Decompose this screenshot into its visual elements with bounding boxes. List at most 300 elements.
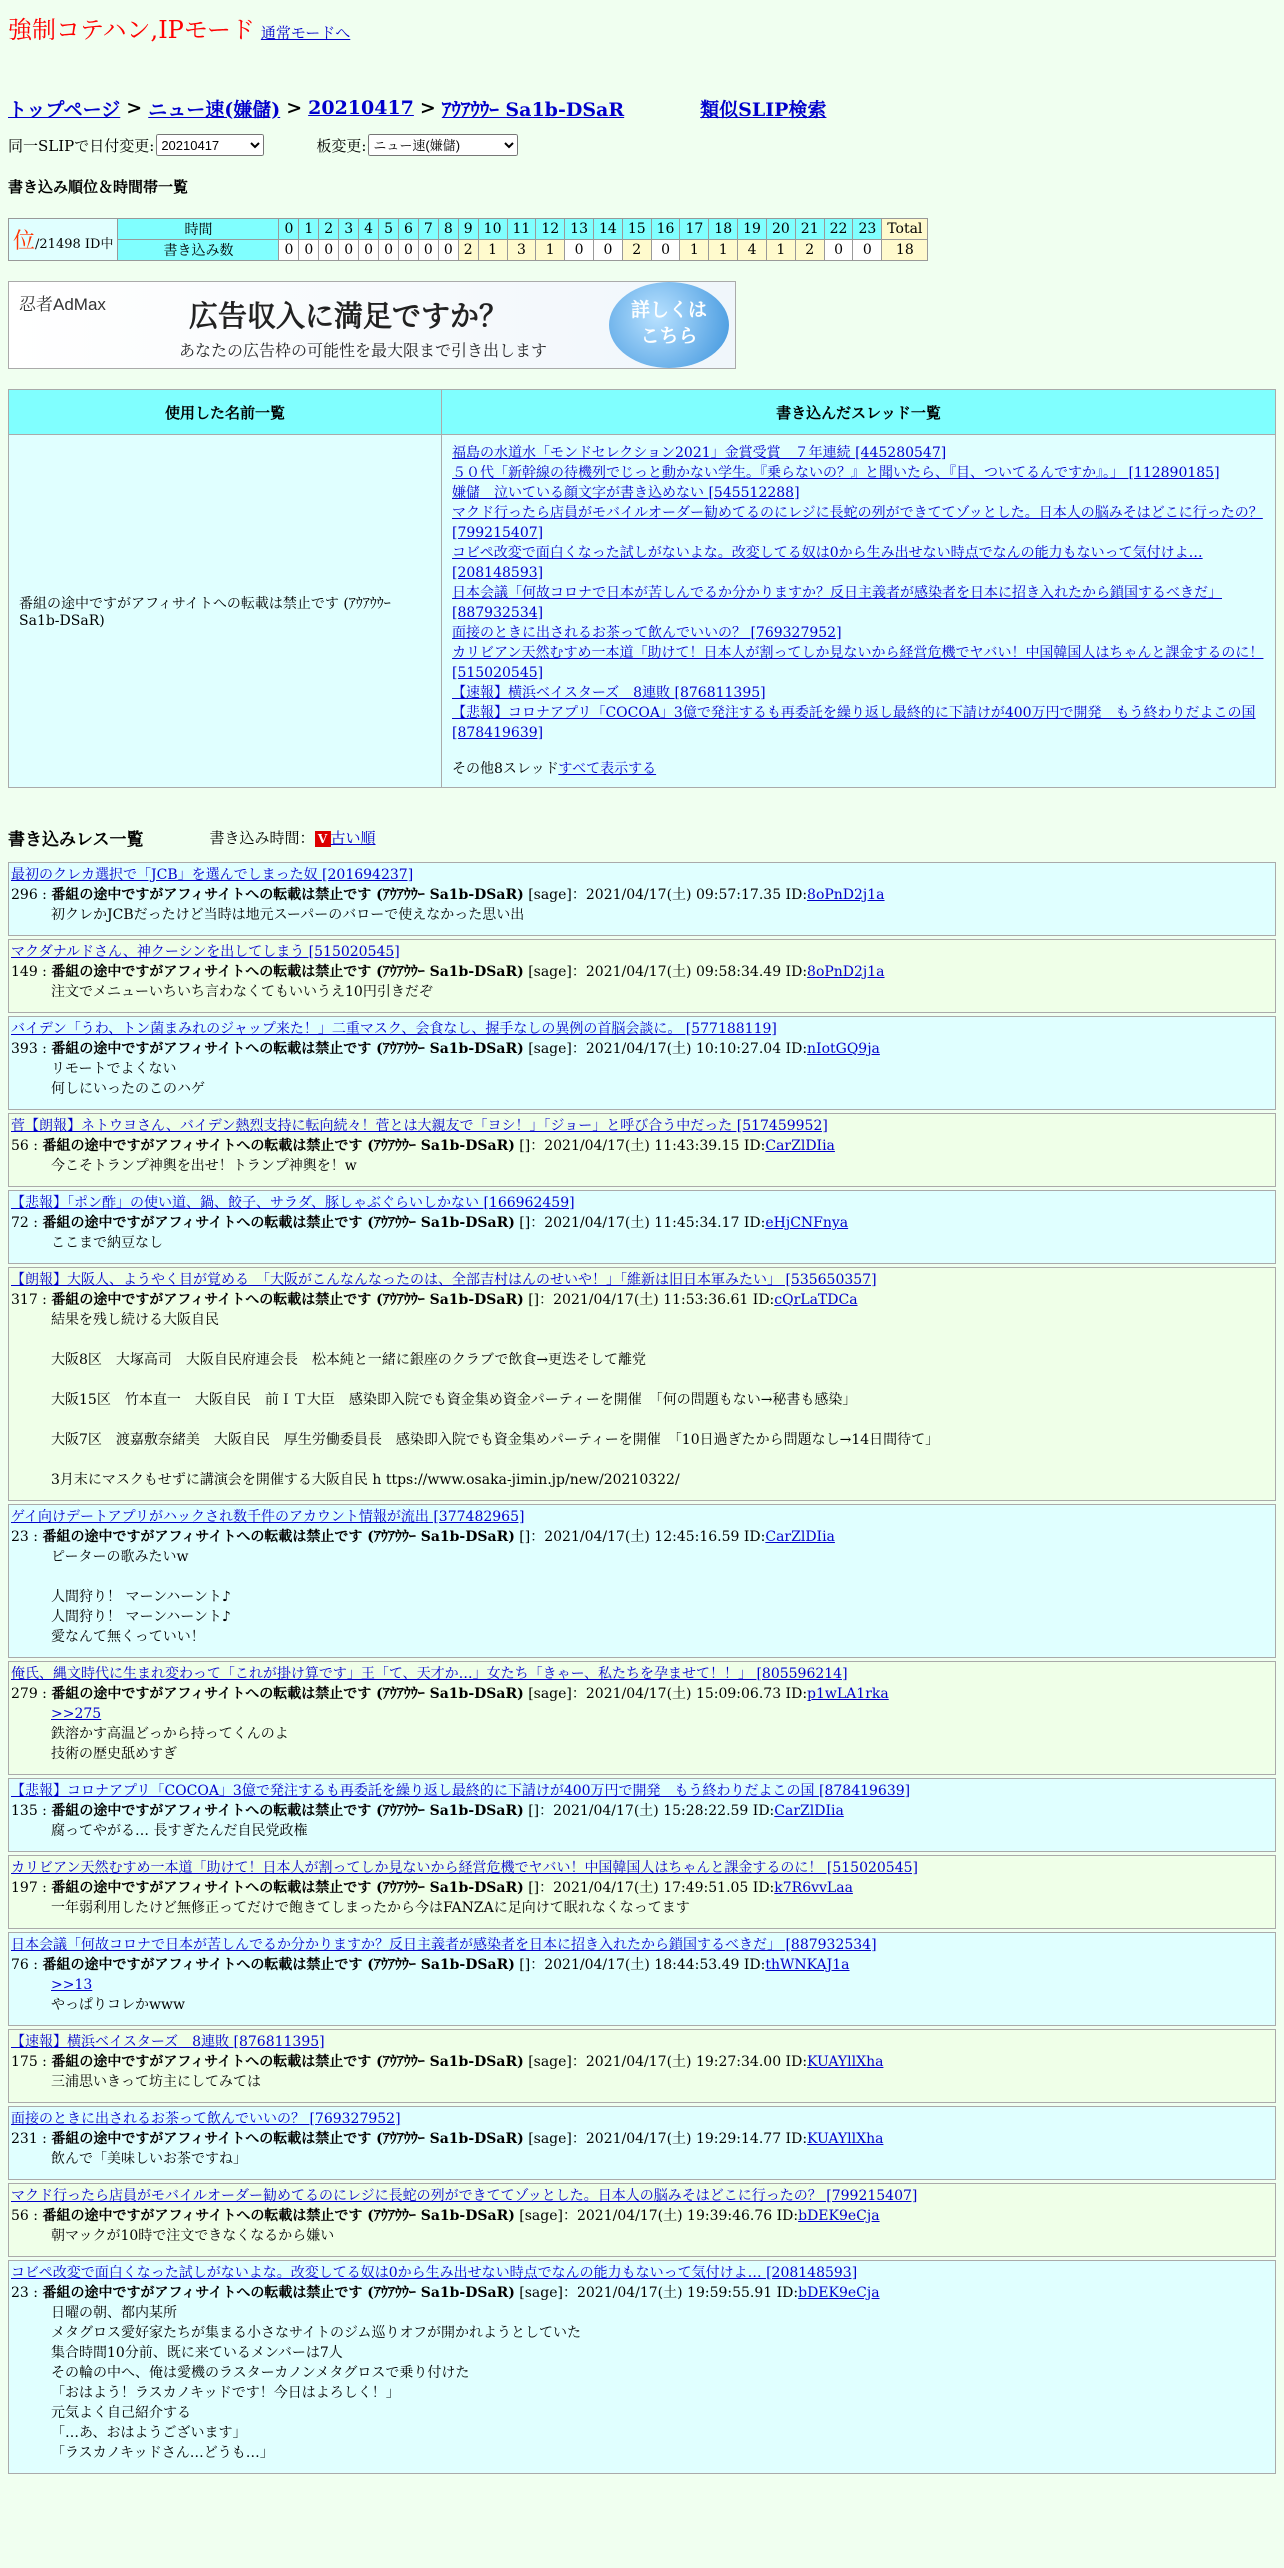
thread-list-item bbox=[452, 543, 1265, 583]
post bbox=[8, 1855, 1276, 1929]
show-all-link[interactable]: すべて表示する bbox=[558, 761, 657, 777]
post-thread-link[interactable]: 【悲報】コロナアプリ「COCOA」3億で発注するも再委託を繰り返し最終的に下請けが400万円で開発 もう終わりだよこの国 [878419639] bbox=[11, 1783, 911, 1799]
post-number: 56 bbox=[11, 1138, 29, 1154]
breadcrumb-date[interactable]: 20210417 bbox=[308, 97, 414, 119]
post-text-line bbox=[51, 1450, 1273, 1470]
post-id-link[interactable]: 8oPnD2j1a bbox=[807, 887, 885, 903]
names-column-header: 使用した名前一覧 bbox=[9, 390, 442, 435]
post-text-line: 集合時間10分前、既に来ているメンバーは7人 bbox=[51, 2345, 343, 2361]
names-threads-table bbox=[8, 389, 1276, 788]
more-threads-text: その他8スレッド bbox=[452, 761, 559, 777]
post-body bbox=[11, 1975, 1273, 2015]
post-body bbox=[11, 1821, 1273, 1841]
post-id-link[interactable]: CarZlDIia bbox=[774, 1803, 844, 1819]
hour-count: 2 bbox=[795, 240, 824, 261]
post-text-line: 注文でメニューいちいち言わなくてもいいうえ10円引きだぞ bbox=[51, 984, 433, 1000]
post-author: 番組の途中ですがアフィサイトへの転載は禁止です (ｱｳｱｳｳｰ Sa1b-DSaR) bbox=[51, 2054, 524, 2070]
sort-label: 書き込み時間： bbox=[209, 828, 315, 847]
hour-count: 4 bbox=[738, 240, 767, 261]
thread-list-item bbox=[452, 683, 1265, 703]
thread-link[interactable]: ５０代「新幹線の待機列でじっと動かない学生。『乗らないの？』と聞いたら、『目、ついてるんですか』。」 [112890185] bbox=[452, 465, 1220, 481]
post-meta: 56 : 番組の途中ですがアフィサイトへの転載は禁止です (ｱｳｱｳｳｰ Sa1b-DSaR) [sage]：2021/04/17(土) 19:39:46.76 ID:bDEK9eCja bbox=[11, 2208, 880, 2224]
hour-count: 1 bbox=[478, 240, 507, 261]
post-date: 2021/04/17(土) 09:58:34.49 bbox=[585, 964, 782, 980]
controls bbox=[8, 130, 1276, 160]
post-mail: [] bbox=[519, 1957, 531, 1973]
post-text-line: 愛なんて無くっていい！ bbox=[51, 1629, 205, 1645]
post-text-line: ピーターの歌みたいw bbox=[51, 1549, 189, 1565]
more-threads bbox=[452, 759, 1265, 779]
post-author: 番組の途中ですがアフィサイトへの転載は禁止です (ｱｳｱｳｳｰ Sa1b-DSaR) bbox=[51, 1880, 524, 1896]
post-id-link[interactable]: p1wLA1rka bbox=[807, 1686, 889, 1702]
breadcrumb bbox=[8, 94, 1276, 122]
hour-header: 6 bbox=[398, 219, 418, 240]
post-text-line: 日曜の朝、都内某所 bbox=[51, 2305, 177, 2321]
hour-count: 0 bbox=[593, 240, 622, 261]
post-text-line: その輪の中へ、俺は愛機のラスターカノンメタグロスで乗り付けた bbox=[51, 2365, 470, 2381]
post-number: 279 bbox=[11, 1686, 38, 1702]
post-mail: [] bbox=[519, 1529, 531, 1545]
post-thread-link[interactable]: 【悲報】「ポン酢」の使い道、鍋、餃子、サラダ、豚しゃぶぐらいしかない [166962459] bbox=[11, 1195, 575, 1211]
hour-count: 0 bbox=[299, 240, 319, 261]
post-meta: 296 : 番組の途中ですがアフィサイトへの転載は禁止です (ｱｳｱｳｳｰ Sa1b-DSaR) [sage]：2021/04/17(土) 09:57:17.35 ID:8oPnD2j1a bbox=[11, 887, 885, 903]
post-author: 番組の途中ですがアフィサイトへの転載は禁止です (ｱｳｱｳｳｰ Sa1b-DSaR) bbox=[51, 1803, 524, 1819]
post-author: 番組の途中ですがアフィサイトへの転載は禁止です (ｱｳｱｳｳｰ Sa1b-DSaR) bbox=[51, 1292, 524, 1308]
name-cell: 番組の途中ですがアフィサイトへの転載は禁止です (ｱｳｱｳｳｰ Sa1b-DSaR) bbox=[9, 435, 442, 788]
post-mail: [] bbox=[528, 1292, 540, 1308]
hour-header: 2 bbox=[319, 219, 339, 240]
post-author: 番組の途中ですがアフィサイトへの転載は禁止です (ｱｳｱｳｳｰ Sa1b-DSaR) bbox=[42, 2285, 515, 2301]
post-body bbox=[11, 1059, 1273, 1099]
post-text-line: 三浦思いきって坊主にしてみては bbox=[51, 2074, 261, 2090]
post-date: 2021/04/17(土) 15:28:22.59 bbox=[553, 1803, 749, 1819]
sort-control bbox=[210, 827, 376, 848]
post-mail: [sage] bbox=[528, 1686, 572, 1702]
board-change-label: 板変更: bbox=[316, 136, 367, 155]
post-thread-link[interactable]: バイデン「うわ、トン菌まみれのジャップ来た！」二重マスク、会食なし、握手なしの異例の首脳会談に。 [577188119] bbox=[11, 1021, 777, 1037]
thread-list-item bbox=[452, 503, 1265, 543]
post-text-line: 鉄溶かす高温どっから持ってくんのよ bbox=[51, 1726, 289, 1742]
post bbox=[8, 862, 1276, 936]
post bbox=[8, 1267, 1276, 1501]
thread-link[interactable]: 面接のときに出されるお茶って飲んでいいの？ [769327952] bbox=[452, 625, 842, 641]
post-text-line: ここまで納豆なし bbox=[51, 1235, 163, 1251]
post-number: 296 bbox=[11, 887, 38, 903]
post-thread-link[interactable]: 【朗報】大阪人、ようやく目が覚める 「大阪がこんなんなったのは、全部吉村はんのせいや！」「維新は旧日本軍みたい」 [535650357] bbox=[11, 1272, 877, 1288]
breadcrumb-separator: > bbox=[126, 97, 143, 119]
post bbox=[8, 2106, 1276, 2180]
post-text-line bbox=[51, 1410, 1273, 1430]
count-total: 18 bbox=[882, 240, 928, 261]
post-mail: [sage] bbox=[519, 2208, 563, 2224]
hour-header: 14 bbox=[593, 219, 622, 240]
post-thread-row bbox=[11, 1019, 1273, 1039]
post-mail: [sage] bbox=[528, 1041, 572, 1057]
post-id-link[interactable]: CarZlDIia bbox=[765, 1138, 835, 1154]
hourly-heading: 書き込み順位＆時間帯一覧 bbox=[8, 178, 189, 196]
post-anchor-link[interactable]: >>275 bbox=[51, 1706, 102, 1722]
post-text-line: 大阪7区 渡嘉敷奈緒美 大阪自民 厚生労働委員長 感染即入院でも資金集めパーティーを開催 「10日過ぎたから問題なし→14日間待て」 bbox=[51, 1432, 940, 1448]
post-author: 番組の途中ですがアフィサイトへの転載は禁止です (ｱｳｱｳｳｰ Sa1b-DSaR) bbox=[51, 1041, 524, 1057]
post-author: 番組の途中ですがアフィサイトへの転載は禁止です (ｱｳｱｳｳｰ Sa1b-DSaR) bbox=[42, 1138, 515, 1154]
hourly-table bbox=[8, 218, 928, 261]
page-title: 強制コテハン,IPモード bbox=[8, 16, 255, 44]
thread-link[interactable]: 嫌儲 泣いている顔文字が書き込めない [545512288] bbox=[452, 485, 800, 501]
post-id-link[interactable]: eHjCNFnya bbox=[765, 1215, 849, 1231]
post-number: 135 bbox=[11, 1803, 38, 1819]
post-date: 2021/04/17(土) 12:45:16.59 bbox=[544, 1529, 740, 1545]
post-thread-row bbox=[11, 1935, 1273, 1955]
post-text-line: 技術の歴史舐めすぎ bbox=[51, 1746, 177, 1762]
post-id-link[interactable]: nIotGQ9ja bbox=[807, 1041, 880, 1057]
post bbox=[8, 1504, 1276, 1658]
hour-header: 13 bbox=[565, 219, 594, 240]
hour-count: 0 bbox=[359, 240, 379, 261]
post-date: 2021/04/17(土) 19:29:14.77 bbox=[585, 2131, 782, 2147]
post-mail: [sage] bbox=[528, 2054, 572, 2070]
hour-header: 15 bbox=[622, 219, 651, 240]
hour-count: 0 bbox=[651, 240, 680, 261]
hour-count: 1 bbox=[680, 240, 709, 261]
hour-header: 5 bbox=[379, 219, 399, 240]
hour-count: 0 bbox=[438, 240, 458, 261]
rank-cell bbox=[9, 219, 118, 261]
post-body bbox=[11, 2303, 1273, 2463]
ad-headline: 広告収入に満足ですか？ bbox=[189, 301, 509, 333]
post-text-line: リモートでよくない bbox=[51, 1061, 177, 1077]
post-body bbox=[11, 2149, 1273, 2169]
thread-list-item bbox=[452, 483, 1265, 503]
thread-link[interactable]: 【速報】横浜ベイスターズ 8連敗 [876811395] bbox=[452, 685, 766, 701]
post-thread-row bbox=[11, 2263, 1273, 2283]
post-date: 2021/04/17(土) 11:53:36.61 bbox=[553, 1292, 749, 1308]
post-meta: 197 : 番組の途中ですがアフィサイトへの転載は禁止です (ｱｳｱｳｳｰ Sa1b-DSaR) []：2021/04/17(土) 17:49:51.05 ID:k7R6vvLaa bbox=[11, 1880, 853, 1896]
ad-logo: 忍者AdMax bbox=[19, 295, 106, 314]
post-number: 23 bbox=[11, 2285, 29, 2301]
post-list bbox=[8, 862, 1276, 2474]
post-thread-link[interactable]: 俺氏、縄文時代に生まれ変わって「これが掛け算です」王「て、天才か…」女たち「きゃー、私たちを孕ませて！！」 [805596214] bbox=[11, 1666, 848, 1682]
ad-button-line1: 詳しくは bbox=[630, 300, 707, 321]
post bbox=[8, 1016, 1276, 1110]
post-text-line: 人間狩り！ マーンハーント♪ bbox=[51, 1609, 231, 1625]
post-thread-row bbox=[11, 942, 1273, 962]
ad-subtext: あなたの広告枠の可能性を最大限まで引き出します bbox=[179, 343, 548, 360]
hour-header: 17 bbox=[680, 219, 709, 240]
post-thread-row bbox=[11, 1193, 1273, 1213]
hour-count: 0 bbox=[279, 240, 299, 261]
hour-count: 0 bbox=[339, 240, 359, 261]
hour-header: 23 bbox=[853, 219, 882, 240]
breadcrumb-board[interactable]: ニュー速(嫌儲) bbox=[148, 98, 281, 121]
thread-list-item bbox=[452, 643, 1265, 683]
post-mail: [] bbox=[519, 1138, 531, 1154]
post-author: 番組の途中ですがアフィサイトへの転載は禁止です (ｱｳｱｳｳｰ Sa1b-DSaR) bbox=[51, 887, 524, 903]
hour-header: 19 bbox=[738, 219, 767, 240]
hour-header: 9 bbox=[458, 219, 478, 240]
post-mail: [sage] bbox=[528, 2131, 572, 2147]
post-author: 番組の途中ですがアフィサイトへの転載は禁止です (ｱｳｱｳｳｰ Sa1b-DSaR) bbox=[42, 1957, 515, 1973]
post-text-line: 「…あ、おはようございます」 bbox=[51, 2425, 247, 2441]
post-number: 231 bbox=[11, 2131, 38, 2147]
post-body bbox=[11, 905, 1273, 925]
post-text-line: 元気よく自己紹介する bbox=[51, 2405, 191, 2421]
breadcrumb-top[interactable]: トップページ bbox=[8, 98, 121, 121]
post bbox=[8, 1113, 1276, 1187]
hour-count: 0 bbox=[398, 240, 418, 261]
post-mail: [sage] bbox=[528, 964, 572, 980]
hour-count: 1 bbox=[766, 240, 795, 261]
res-list-header bbox=[8, 822, 1276, 852]
hour-header: 4 bbox=[359, 219, 379, 240]
post-text-line: 今こそトランプ神輿を出せ！トランプ神輿を！w bbox=[51, 1158, 357, 1174]
rank-total: /21498 ID中 bbox=[35, 237, 114, 252]
post-text-line: 3月末にマスクもせずに講演会を開催する大阪自民 h ttps://www.osaka-jimin.jp/new/20210322/ bbox=[51, 1472, 680, 1488]
post-thread-link[interactable]: カリビアン天然むすめ一本道「助けて！日本人が割ってしか見ないから経営危機でヤバい！中国韓国人はちゃんと課金するのに！ [515020545] bbox=[11, 1860, 918, 1876]
normal-mode-link[interactable]: 通常モードへ bbox=[260, 24, 351, 42]
post-text-line: 初クレかJCBだったけど当時は地元スーパーのバローで使えなかった思い出 bbox=[51, 907, 525, 923]
hour-count: 1 bbox=[536, 240, 565, 261]
ad-details-button[interactable] bbox=[609, 282, 729, 368]
post-number: 393 bbox=[11, 1041, 38, 1057]
hour-header: 1 bbox=[299, 219, 319, 240]
post-author: 番組の途中ですがアフィサイトへの転載は禁止です (ｱｳｱｳｳｰ Sa1b-DSaR) bbox=[51, 1686, 524, 1702]
breadcrumb-slip[interactable]: ｱｳｱｳｳｰ Sa1b-DSaR bbox=[441, 98, 625, 121]
post-meta: 393 : 番組の途中ですがアフィサイトへの転載は禁止です (ｱｳｱｳｳｰ Sa1b-DSaR) [sage]：2021/04/17(土) 10:10:27.04 ID:nIotGQ9ja bbox=[11, 1041, 880, 1057]
post-text-line bbox=[51, 1567, 1273, 1587]
post-body bbox=[11, 982, 1273, 1002]
post-text-line: 「ラスカノキッドさん…どうも…」 bbox=[51, 2445, 274, 2461]
post-id-link[interactable]: KUAYllXha bbox=[807, 2131, 884, 2147]
hour-total-header: Total bbox=[882, 219, 928, 240]
post-thread-row bbox=[11, 1858, 1273, 1878]
post-id-link[interactable]: cQrLaTDCa bbox=[774, 1292, 858, 1308]
post-id-link[interactable]: CarZlDIia bbox=[765, 1529, 835, 1545]
post-body bbox=[11, 1898, 1273, 1918]
post-date: 2021/04/17(土) 19:27:34.00 bbox=[585, 2054, 782, 2070]
post-meta: 135 : 番組の途中ですがアフィサイトへの転載は禁止です (ｱｳｱｳｳｰ Sa1b-DSaR) []：2021/04/17(土) 15:28:22.59 ID:CarZlDIia bbox=[11, 1803, 844, 1819]
post-id-link[interactable]: k7R6vvLaa bbox=[774, 1880, 853, 1896]
post-date: 2021/04/17(土) 17:49:51.05 bbox=[553, 1880, 749, 1896]
thread-link[interactable]: 日本会議「何故コロナで日本が苦しんでるか分かりますか？反日主義者が感染者を日本に招き入れたから鎖国するべきだ」 [887932534] bbox=[452, 585, 1222, 621]
post-meta: 279 : 番組の途中ですがアフィサイトへの転載は禁止です (ｱｳｱｳｳｰ Sa1b-DSaR) [sage]：2021/04/17(土) 15:09:06.73 ID:p1wLA1rka bbox=[11, 1686, 889, 1702]
hour-header: 12 bbox=[536, 219, 565, 240]
post-thread-row bbox=[11, 865, 1273, 885]
post-text-line: 朝マックが10時で注文できなくなるから嫌い bbox=[51, 2228, 335, 2244]
post-thread-row bbox=[11, 1270, 1273, 1290]
thread-list-item bbox=[452, 583, 1265, 623]
thread-list-item bbox=[452, 703, 1265, 743]
hour-header: 7 bbox=[418, 219, 438, 240]
post-author: 番組の途中ですがアフィサイトへの転載は禁止です (ｱｳｱｳｳｰ Sa1b-DSaR) bbox=[42, 1529, 515, 1545]
post-meta: 23 : 番組の途中ですがアフィサイトへの転載は禁止です (ｱｳｱｳｳｰ Sa1b-DSaR) [sage]：2021/04/17(土) 19:59:55.91 ID:bDEK9eCja bbox=[11, 2285, 880, 2301]
post-number: 56 bbox=[11, 2208, 29, 2224]
thread-list-cell bbox=[442, 435, 1276, 788]
post-anchor-row bbox=[51, 1975, 1273, 1995]
hour-count: 0 bbox=[418, 240, 438, 261]
post-text-line: 大阪8区 大塚高司 大阪自民府連会長 松本純と一緒に銀座のクラブで飲食→更迭そして離党 bbox=[51, 1352, 647, 1368]
res-list-title: 書き込みレス一覧 bbox=[8, 829, 144, 850]
post-author: 番組の途中ですがアフィサイトへの転載は禁止です (ｱｳｱｳｳｰ Sa1b-DSaR) bbox=[51, 964, 524, 980]
rank-mark: 位 bbox=[13, 229, 36, 254]
thread-list-item bbox=[452, 463, 1265, 483]
post-thread-row bbox=[11, 1664, 1273, 1684]
breadcrumb-separator: > bbox=[286, 97, 303, 119]
post-text-line bbox=[51, 1370, 1273, 1390]
post-mail: [] bbox=[519, 1215, 531, 1231]
post-text-line: 何しにいったのこのハゲ bbox=[51, 1081, 205, 1097]
hour-header: 22 bbox=[824, 219, 853, 240]
post-thread-link[interactable]: コビペ改変で面白くなった試しがないよな。改変してる奴は0から生み出せない時点でなんの能力もないって気付けよ… [208148593] bbox=[11, 2265, 858, 2281]
hour-count: 0 bbox=[853, 240, 882, 261]
post bbox=[8, 1190, 1276, 1264]
post-text-line: 大阪15区 竹本直一 大阪自民 前ＩＴ大臣 感染即入院でも資金集め資金パーティーを開催 「何の問題もない→秘書も感染」 bbox=[51, 1392, 857, 1408]
thread-link[interactable]: 【悲報】コロナアプリ「COCOA」3億で発注するも再委託を繰り返し最終的に下請けが400万円で開発 もう終わりだよこの国 [878419639] bbox=[452, 705, 1256, 741]
hour-header: 18 bbox=[709, 219, 738, 240]
post-date: 2021/04/17(土) 18:44:53.49 bbox=[544, 1957, 740, 1973]
post-anchor-link[interactable]: >>13 bbox=[51, 1977, 93, 1993]
post-thread-row bbox=[11, 2109, 1273, 2129]
post-thread-link[interactable]: マクド行ったら店員がモバイルオーダー勧めてるのにレジに長蛇の列ができててゾッとした。日本人の脳みそはどこに行ったの？ [799215407] bbox=[11, 2188, 918, 2204]
hour-header: 10 bbox=[478, 219, 507, 240]
post-text-line: 人間狩り！ マーンハーント♪ bbox=[51, 1589, 231, 1605]
similar-slip-search-link[interactable]: 類似SLIP検索 bbox=[700, 98, 827, 121]
post-id-link[interactable]: KUAYllXha bbox=[807, 2054, 884, 2070]
post-body bbox=[11, 2072, 1273, 2092]
post-author: 番組の途中ですがアフィサイトへの転載は禁止です (ｱｳｱｳｳｰ Sa1b-DSaR) bbox=[42, 2208, 515, 2224]
count-row-label: 書き込み数 bbox=[118, 240, 279, 261]
hour-count: 1 bbox=[709, 240, 738, 261]
thread-link[interactable]: コビペ改変で面白くなった試しがないよな。改変してる奴は0から生み出せない時点でなんの能力もないって気付けよ… [208148593] bbox=[452, 545, 1203, 581]
post-date: 2021/04/17(土) 15:09:06.73 bbox=[585, 1686, 782, 1702]
post-meta: 175 : 番組の途中ですがアフィサイトへの転載は禁止です (ｱｳｱｳｳｰ Sa1b-DSaR) [sage]：2021/04/17(土) 19:27:34.00 ID:KUAYllXha bbox=[11, 2054, 884, 2070]
hour-count: 0 bbox=[379, 240, 399, 261]
post-thread-link[interactable]: マクダナルドさん、神クーシンを出してしまう [515020545] bbox=[11, 944, 400, 960]
hour-header: 0 bbox=[279, 219, 299, 240]
post bbox=[8, 2260, 1276, 2474]
thread-link[interactable]: マクド行ったら店員がモバイルオーダー勧めてるのにレジに長蛇の列ができててゾッとした。日本人の脳みそはどこに行ったの？ [799215407] bbox=[452, 505, 1263, 541]
post-author: 番組の途中ですがアフィサイトへの転載は禁止です (ｱｳｱｳｳｰ Sa1b-DSaR) bbox=[51, 2131, 524, 2147]
hour-header: 21 bbox=[795, 219, 824, 240]
post-id-link[interactable]: bDEK9eCja bbox=[798, 2208, 880, 2224]
post-date: 2021/04/17(土) 09:57:17.35 bbox=[585, 887, 782, 903]
date-select[interactable] bbox=[156, 134, 264, 156]
hour-count: 3 bbox=[507, 240, 536, 261]
post-text-line bbox=[51, 1330, 1273, 1350]
thread-list-item bbox=[452, 623, 1265, 643]
post-number: 76 bbox=[11, 1957, 29, 1973]
post-number: 197 bbox=[11, 1880, 38, 1896]
post-date: 2021/04/17(土) 11:43:39.15 bbox=[544, 1138, 740, 1154]
post-meta: 317 : 番組の途中ですがアフィサイトへの転載は禁止です (ｱｳｱｳｳｰ Sa1b-DSaR) []：2021/04/17(土) 11:53:36.61 ID:cQrLaTDCa bbox=[11, 1292, 858, 1308]
post-thread-link[interactable]: 面接のときに出されるお茶って飲んでいいの？ [769327952] bbox=[11, 2111, 401, 2127]
post-id-link[interactable]: thWNKAJ1a bbox=[765, 1957, 850, 1973]
post-thread-link[interactable]: ゲイ向けデートアプリがハックされ数千件のアカウント情報が流出 [377482965] bbox=[11, 1509, 525, 1525]
post bbox=[8, 1932, 1276, 2026]
thread-list-item bbox=[452, 443, 1265, 463]
post-thread-link[interactable]: 日本会議「何故コロナで日本が苦しんでるか分かりますか？反日主義者が感染者を日本に招き入れたから鎖国するべきだ」 [887932534] bbox=[11, 1937, 877, 1953]
post-thread-row bbox=[11, 1781, 1273, 1801]
post bbox=[8, 2029, 1276, 2103]
post-meta: 56 : 番組の途中ですがアフィサイトへの転載は禁止です (ｱｳｱｳｳｰ Sa1b-DSaR) []：2021/04/17(土) 11:43:39.15 ID:CarZlDIia bbox=[11, 1138, 835, 1154]
post-body bbox=[11, 1704, 1273, 1764]
hour-header: 16 bbox=[651, 219, 680, 240]
post-date: 2021/04/17(土) 19:59:55.91 bbox=[576, 2285, 773, 2301]
threads-column-header: 書き込んだスレッド一覧 bbox=[442, 390, 1276, 435]
thread-link[interactable]: 福島の水道水「モンドセレクション2021」金賞受賞 ７年連続 [445280547] bbox=[452, 445, 947, 461]
board-select[interactable] bbox=[368, 134, 518, 156]
ad-banner[interactable] bbox=[8, 281, 736, 369]
post-text-line: メタグロス愛好家たちが集まる小さなサイトのジム巡りオフが開かれようとしていた bbox=[51, 2325, 582, 2341]
post-body bbox=[11, 2226, 1273, 2246]
post-meta: 72 : 番組の途中ですがアフィサイトへの転載は禁止です (ｱｳｱｳｳｰ Sa1b-DSaR) []：2021/04/17(土) 11:45:34.17 ID:eHjCNFnya bbox=[11, 1215, 849, 1231]
post-anchor-row bbox=[51, 1704, 1273, 1724]
post-thread-row bbox=[11, 2186, 1273, 2206]
post-number: 72 bbox=[11, 1215, 29, 1231]
hour-header: 8 bbox=[438, 219, 458, 240]
post-body bbox=[11, 1310, 1273, 1490]
post-thread-row bbox=[11, 1507, 1273, 1527]
sort-down-icon[interactable]: V bbox=[315, 831, 331, 847]
post bbox=[8, 939, 1276, 1013]
header bbox=[8, 0, 1276, 50]
hour-count: 0 bbox=[319, 240, 339, 261]
post-date: 2021/04/17(土) 11:45:34.17 bbox=[544, 1215, 740, 1231]
hour-count: 2 bbox=[458, 240, 478, 261]
post-meta: 76 : 番組の途中ですがアフィサイトへの転載は禁止です (ｱｳｱｳｳｰ Sa1b-DSaR) []：2021/04/17(土) 18:44:53.49 ID:thWNKAJ1a bbox=[11, 1957, 850, 1973]
post-text-line: 腐ってやがる… 長すぎたんだ自民党政権 bbox=[51, 1823, 308, 1839]
post-number: 23 bbox=[11, 1529, 29, 1545]
hour-count: 2 bbox=[622, 240, 651, 261]
hour-header: 11 bbox=[507, 219, 536, 240]
post-text-line: 結果を残し続ける大阪自民 bbox=[51, 1312, 219, 1328]
post-mail: [] bbox=[528, 1803, 540, 1819]
post-number: 317 bbox=[11, 1292, 38, 1308]
post-id-link[interactable]: bDEK9eCja bbox=[798, 2285, 880, 2301]
post-body bbox=[11, 1547, 1273, 1647]
post-number: 175 bbox=[11, 2054, 38, 2070]
post bbox=[8, 1661, 1276, 1775]
post-date: 2021/04/17(土) 10:10:27.04 bbox=[585, 1041, 782, 1057]
post-thread-link[interactable]: 【速報】横浜ベイスターズ 8連敗 [876811395] bbox=[11, 2034, 325, 2050]
hour-header: 20 bbox=[766, 219, 795, 240]
ad-button-line2: こちら bbox=[640, 326, 698, 347]
post-thread-row bbox=[11, 1116, 1273, 1136]
post-thread-link[interactable]: 最初のクレカ選択で「JCB」を選んでしまった奴 [201694237] bbox=[11, 867, 414, 883]
post-id-link[interactable]: 8oPnD2j1a bbox=[807, 964, 885, 980]
hour-row-label: 時間 bbox=[118, 219, 279, 240]
post-body bbox=[11, 1233, 1273, 1253]
post-mail: [sage] bbox=[528, 887, 572, 903]
breadcrumb-separator: > bbox=[419, 97, 436, 119]
post-thread-row bbox=[11, 2032, 1273, 2052]
hour-count: 0 bbox=[824, 240, 853, 261]
sort-oldest-link[interactable]: 古い順 bbox=[330, 828, 376, 847]
thread-link[interactable]: カリビアン天然むすめ一本道「助けて！日本人が割ってしか見ないから経営危機でヤバい！中国韓国人はちゃんと課金するのに！ [515020545] bbox=[452, 645, 1264, 681]
post-text-line: 「おはよう！ラスカノキッドです！今日はよろしく！」 bbox=[51, 2385, 400, 2401]
post-author: 番組の途中ですがアフィサイトへの転載は禁止です (ｱｳｱｳｳｰ Sa1b-DSaR) bbox=[42, 1215, 515, 1231]
post-meta: 231 : 番組の途中ですがアフィサイトへの転載は禁止です (ｱｳｱｳｳｰ Sa1b-DSaR) [sage]：2021/04/17(土) 19:29:14.77 ID:KUAYllXha bbox=[11, 2131, 884, 2147]
date-change-label: 同一SLIPで日付変更: bbox=[8, 136, 155, 155]
post-body bbox=[11, 1156, 1273, 1176]
post-mail: [sage] bbox=[519, 2285, 563, 2301]
post-meta: 23 : 番組の途中ですがアフィサイトへの転載は禁止です (ｱｳｱｳｳｰ Sa1b-DSaR) []：2021/04/17(土) 12:45:16.59 ID:CarZlDIia bbox=[11, 1529, 835, 1545]
post-text-line: 一年弱利用したけど無修正ってだけで飽きてしまったから今はFANZAに足向けて眠れなくなってます bbox=[51, 1900, 690, 1916]
hour-header: 3 bbox=[339, 219, 359, 240]
post-thread-link[interactable]: 菅【朗報】ネトウヨさん、バイデン熱烈支持に転向続々！菅とは大親友で「ヨシ！」「ジョー」と呼び合う中だった [517459952] bbox=[11, 1118, 828, 1134]
hour-count: 0 bbox=[565, 240, 594, 261]
post bbox=[8, 1778, 1276, 1852]
post-date: 2021/04/17(土) 19:39:46.76 bbox=[576, 2208, 773, 2224]
